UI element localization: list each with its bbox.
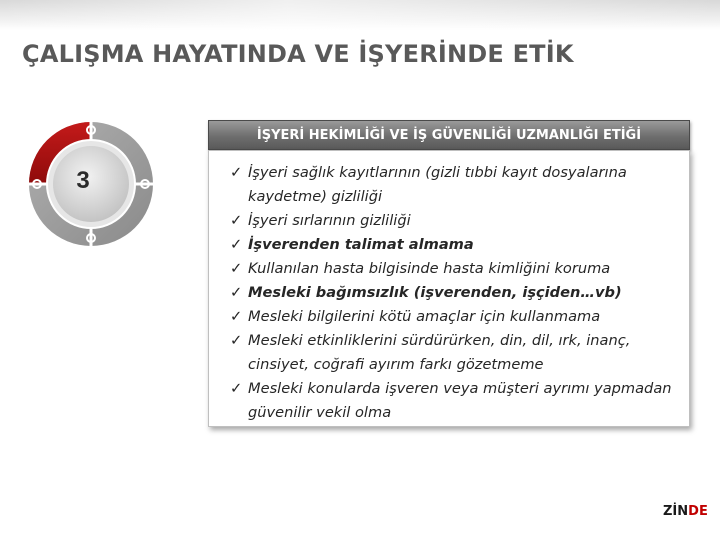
bullet-text: İşyeri sağlık kayıtlarının (gizli tıbbi kayıt dosyalarına kaydetme) gizliliği <box>248 164 627 205</box>
bullet-item <box>230 257 679 281</box>
bullet-list <box>209 151 689 425</box>
check-icon: ✓ <box>230 308 243 325</box>
gear-wheel-graphic <box>25 118 157 250</box>
bullet-item <box>230 281 679 305</box>
header-band <box>0 0 720 30</box>
check-icon: ✓ <box>230 380 243 397</box>
bullet-text: Mesleki konularda işveren veya müşteri ayrımı yapmadan güvenilir vekil olma <box>248 380 672 421</box>
check-icon: ✓ <box>230 236 243 253</box>
bullet-item <box>230 233 679 257</box>
check-icon: ✓ <box>230 164 243 181</box>
bullet-item <box>230 305 679 329</box>
check-icon: ✓ <box>230 260 243 277</box>
bullet-text: Kullanılan hasta bilgisinde hasta kimliğini koruma <box>248 260 611 277</box>
bullet-text: İşverenden talimat almama <box>248 236 474 253</box>
page-title: ÇALIŞMA HAYATINDA VE İŞYERİNDE ETİK <box>22 40 574 68</box>
bullet-text: Mesleki etkinliklerini sürdürürken, din, dil, ırk, inanç, cinsiyet, coğrafi ayırım farkı gözetmeme <box>248 332 631 373</box>
content-box <box>208 150 690 427</box>
bullet-item <box>230 329 679 377</box>
bullet-text: İşyeri sırlarının gizliliği <box>248 212 411 229</box>
check-icon: ✓ <box>230 332 243 349</box>
bullet-text: Mesleki bilgilerini kötü amaçlar için kullanmama <box>248 308 601 325</box>
zinde-logo <box>663 504 708 519</box>
logo-part-1: ZİN <box>663 504 689 519</box>
bullet-item <box>230 377 679 425</box>
section-header: İŞYERİ HEKİMLİĞİ VE İŞ GÜVENLİĞİ UZMANLIĞI ETİĞİ <box>208 120 690 150</box>
gear-number: 3 <box>76 167 90 194</box>
gear-center <box>53 146 129 222</box>
bullet-item <box>230 209 679 233</box>
bullet-text: Mesleki bağımsızlık (işverenden, işçiden…vb) <box>248 284 622 301</box>
logo-part-2: DE <box>688 504 708 519</box>
bullet-item <box>230 161 679 209</box>
check-icon: ✓ <box>230 284 243 301</box>
check-icon: ✓ <box>230 212 243 229</box>
